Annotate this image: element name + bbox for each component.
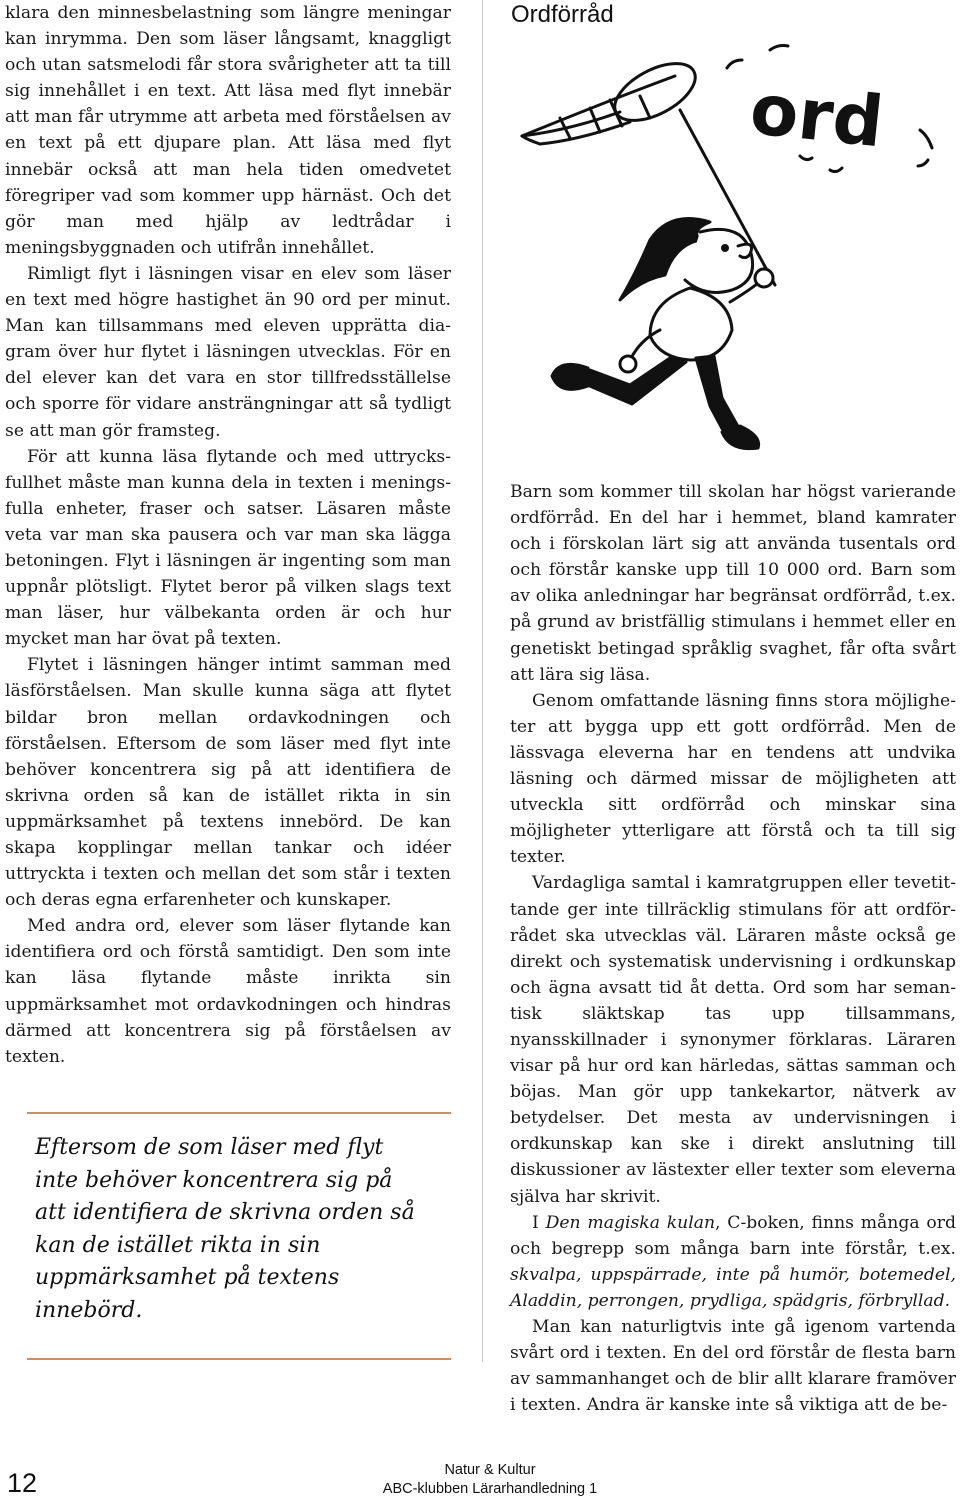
pull-quote: Eftersom de som läser med flyt inte behöver koncentrera sig på att identifiera de skrivna orden så kan de istället rikta in sin uppmärksamhet på textens innebörd. — [35, 1135, 415, 1323]
paragraph-text: , C-boken, finns många ord och begrepp som många barn inte förstår, t.ex. — [510, 1212, 956, 1259]
caption-word: ord — [746, 67, 888, 164]
child-with-butterfly-net-catching-word-icon — [500, 40, 950, 470]
footer-publisher: Natur & Kultur — [444, 1462, 536, 1478]
body-paragraph: För att kunna läsa flytande och med uttrycksfullhet måste man kunna dela in texten i meningsfulla enheter, fraser och satser. Läsaren måste veta var man ska pausera och var man ska lägga betoningen. Flyt i läsningen är ingenting som man uppnår plötsligt. Flytet beror på vilken slags text man läser, hur välbekanta orden är och hur mycket man har övat på texten. — [5, 446, 451, 650]
paragraph-lead: I — [532, 1212, 546, 1233]
column-divider — [482, 0, 483, 1362]
left-text-column — [5, 0, 451, 1070]
body-paragraph: Flytet i läsningen hänger intimt samman med läsförståelsen. Man skulle kunna säga att flytet bildar bron mellan ordavkodningen och förståelsen. Eftersom de som läser med flyt inte behöver koncentrera sig på att identifiera de skrivna orden så kan de istället rikta in sin uppmärksamhet på textens innebörd. De kan skapa kopplingar mellan tankar och idéer uttryckta i texten och mellan det som står i texten och deras egna erfarenheter och kunskaper. — [5, 655, 451, 911]
body-paragraph: klara den minnesbelastning som längre meningar kan inrymma. Den som läser långsamt, knaggligt och utan satsmelodi får stora svårigheter att ta till sig innehållet i en text. Att läsa med flyt innebär att man får utrymme att arbeta med förståelsen av en text på ett djupare plan. Att läsa med flyt innebär också att man hela tiden omedvetet föregriper vad som kommer upp härnäst. Och det gör man med hjälp av ledtrådar i meningsbyggnaden och utifrån innehållet. — [5, 3, 451, 258]
book-title: Den magiska kulan — [545, 1212, 716, 1233]
pull-quote-box — [27, 1112, 451, 1360]
body-paragraph: Man kan naturligtvis inte gå igenom vartenda svårt ord i texten. En del ord förstår de flesta barn av sammanhanget och de blir allt klarare framöver i texten. Andra är kanske inte så viktiga att de be- — [510, 1317, 956, 1416]
body-paragraph: Rimligt flyt i läsningen visar en elev som läser en text med högre hastighet än 90 ord per minut. Man kan tillsammans med eleven upprätta diagram över hur flytet i läsningen utvecklas. För en del elever kan det vara en stor tillfredsställelse och sporre för vidare ansträngningar att så tydligt se att man gör framsteg. — [5, 263, 451, 441]
body-paragraph: Vardagliga samtal i kamratgruppen eller tevetittande ger inte tillräcklig stimulans för att ordförrådet ska utvecklas väl. Läraren måste också ge direkt och systematisk undervisning i ordkunskap och ägna avsatt tid åt detta. Ord som har semantisk släktskap tas upp tillsammans, nyansskillnader i synonymer förklaras. Läraren visar på hur ord kan härledas, sättas samman och böjas. Man gör upp tankekartor, nätverk av betydelser. Det mesta av undervisningen i ordkunskap kan ske i direkt anslutning till diskussioner av lästexter eller texter som eleverna själva har skrivit. — [510, 873, 956, 1207]
section-title: Ordförråd — [511, 1, 614, 28]
body-paragraph: Barn som kommer till skolan har högst varierande ordförråd. En del har i hemmet, bland kamrater och i förskolan lärt sig att använda tusentals ord och förstår kanske upp till 10 000 ord. Barn som av olika anledningar har begränsat ordförråd, t.ex. på grund av bristfällig stimulans i hemmet eller en genetiskt betingad språklig svaghet, får ofta svårt att lära sig läsa. — [510, 482, 956, 685]
right-text-column — [510, 479, 956, 1418]
example-words: skvalpa, uppspärrade, inte på humör, botemedel, Aladdin, perrongen, prydliga, spädgris, förbryllad. — [510, 1264, 956, 1311]
page-number: 12 — [7, 1468, 38, 1498]
body-paragraph-with-examples — [510, 1210, 956, 1314]
body-paragraph: Med andra ord, elever som läser flytande kan identifiera ord och förstå samtidigt. Den som inte kan läsa flytande måste inrikta sin uppmärksamhet mot ordavkodningen och hindras därmed att koncentrera sig på förståelsen av texten. — [5, 916, 451, 1067]
body-paragraph: Genom omfattande läsning finns stora möjligheter att bygga upp ett gott ordförråd. Men de lässvaga eleverna har en tendens att undvika läsning och därmed missar de möjligheten att utveckla sitt ordförråd och minskar sina möjligheter ytterligare att förstå och ta till sig texter. — [510, 690, 956, 868]
footer-book-title: ABC-klubben Lärarhandledning 1 — [382, 1481, 598, 1497]
